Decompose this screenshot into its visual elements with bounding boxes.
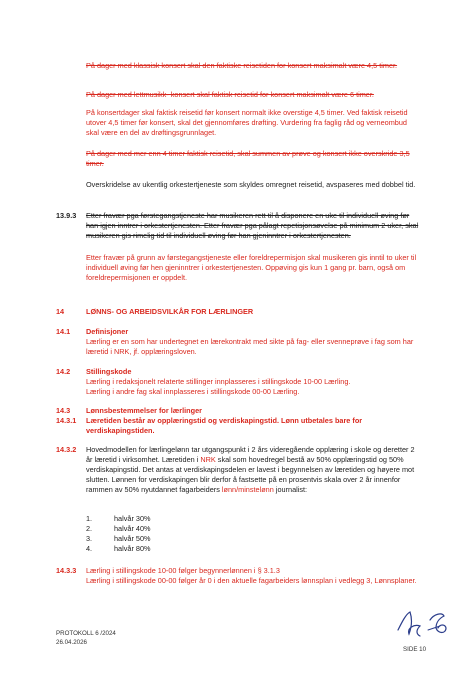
struck-paragraph-light-music: På dager med lettmusikk- konsert skal faktisk reisetid for konsert maksimalt være 6 timer. xyxy=(86,90,374,99)
footer-protocol: PROTOKOLL 6 /2024 xyxy=(56,630,116,637)
footer-date: 26.04.2026 xyxy=(56,639,87,646)
list-item: 4. halvår 80% xyxy=(86,544,151,553)
heading-definitions: Definisjoner xyxy=(86,327,129,336)
section-number-14-3-1: 14.3.1 xyxy=(56,416,77,425)
section-number-14-3-3: 14.3.3 xyxy=(56,566,77,575)
nrk-marked-text: NRK xyxy=(200,455,216,465)
paragraph-training-period: Læretiden består av opplæringstid og verdiskapingstid. Lønn utbetales bare for verdiskapingstiden. xyxy=(86,416,363,436)
list-item: 3. halvår 50% xyxy=(86,534,151,543)
new-paragraph-parental-leave: Etter fravær på grunn av førstegangstjeneste eller foreldrepermisjon skal musikeren gis inntil to uker til individuell øving før hen gjeninntrer i orkestertjenesten. Oppøving gis kun 1 gang pr. barn, også om foreldrepermisjonen er oppdelt. xyxy=(86,253,417,283)
new-paragraph-travel-time: På konsertdager skal faktisk reisetid før konsert normalt ikke overstige 4,5 timer. Ved faktisk reisetid utover 4,5 timer før konsert, skal det gjennomføres drøfting. Vurdering fra faglig råd og verneombud skal være en del av drøftingsgrunnlaget. xyxy=(86,108,408,138)
section-number-13-9-3: 13.9.3 xyxy=(56,211,77,220)
list-item: 2. halvår 40% xyxy=(86,524,151,533)
section-number-14-2: 14.2 xyxy=(56,367,71,376)
position-code-line-1: Lærling i redaksjonelt relaterte stillinger innplasseres i stillingskode 10-00 Lærling. xyxy=(86,377,351,386)
list-item: 1. halvår 30% xyxy=(86,514,151,523)
handwritten-initials-signature xyxy=(392,604,452,642)
salary-rule-line-1: Lærling i stillingskode 10-00 følger begynnerlønnen i § 3.1.3 xyxy=(86,566,280,575)
section-number-14-3: 14.3 xyxy=(56,406,71,415)
section-number-14: 14 xyxy=(56,307,65,316)
salary-rule-line-2: Lærling i stillingskode 00-00 følger år 0 i den aktuelle fagarbeiders lønnsplan i vedlegg 3, Lønnsplaner. xyxy=(86,576,417,585)
heading-position-code: Stillingskode xyxy=(86,367,132,376)
paragraph-overtime: Overskridelse av ukentlig orkestertjeneste som skyldes omregnet reisetid, avspaseres med dobbel tid. xyxy=(86,180,416,189)
struck-paragraph-rehearsal-limit: På dager med mer enn 4 timer faktisk reisetid, skal summen av prøve og konsert ikke overskride 3,5 timer. xyxy=(86,149,410,169)
struck-paragraph-classical: På dager med klassisk konsert skal den faktiske reisetiden for konsert maksimalt være 4,5 timer. xyxy=(86,61,398,70)
struck-paragraph-military-service: Etter fravær pga førstegangstjeneste har musikeren rett til å disponere en uke til individuell øving før han igjen inntrer i orkestertjenesten. Etter fravær pga pålagt repetisjonsøvelse på minimum 2 uker, skal musikeren gis rimelig tid til individuell øving før han gjeninntrer i orkestertjenesten. xyxy=(86,211,419,241)
position-code-line-2: Lærling i andre fag skal innplasseres i stillingskode 00-00 Lærling. xyxy=(86,387,300,396)
footer-page-number: SIDE 10 xyxy=(403,646,427,653)
salary-marked-text: lønn/minstelønn xyxy=(221,485,274,495)
section-number-14-3-2: 14.3.2 xyxy=(56,445,77,454)
section-number-14-1: 14.1 xyxy=(56,327,71,336)
paragraph-definitions: Lærling er en som har undertegnet en lærekontrakt med sikte på fag- eller svenneprøve i fag som har læretid i NRK, jf. opplæringsloven. xyxy=(86,337,414,357)
heading-salary-provisions: Lønnsbestemmelser for lærlinger xyxy=(86,406,202,415)
paragraph-apprentice-model: Hovedmodellen for lærlingelønn tar utgangspunkt i 2 års videregående opplæring i skole og deretter 2 år læretid i virksomhet. Læretiden i NRK skal som hovedregel bestå av 50% opplæringstid og 50% verdiskapingstid. Det antas at verdiskapingsdelen er lavest i begynnelsen av læretiden og høyere mot slutten. Lønnen for verdiskapingen blir derfor å fastsette på en prosentvis skala over 2 år innenfor rammen av 50% nyutdannet fagarbeiders lønn/minstelønn journalist: xyxy=(86,445,415,495)
section-title-14: LØNNS- OG ARBEIDSVILKÅR FOR LÆRLINGER xyxy=(86,307,254,316)
